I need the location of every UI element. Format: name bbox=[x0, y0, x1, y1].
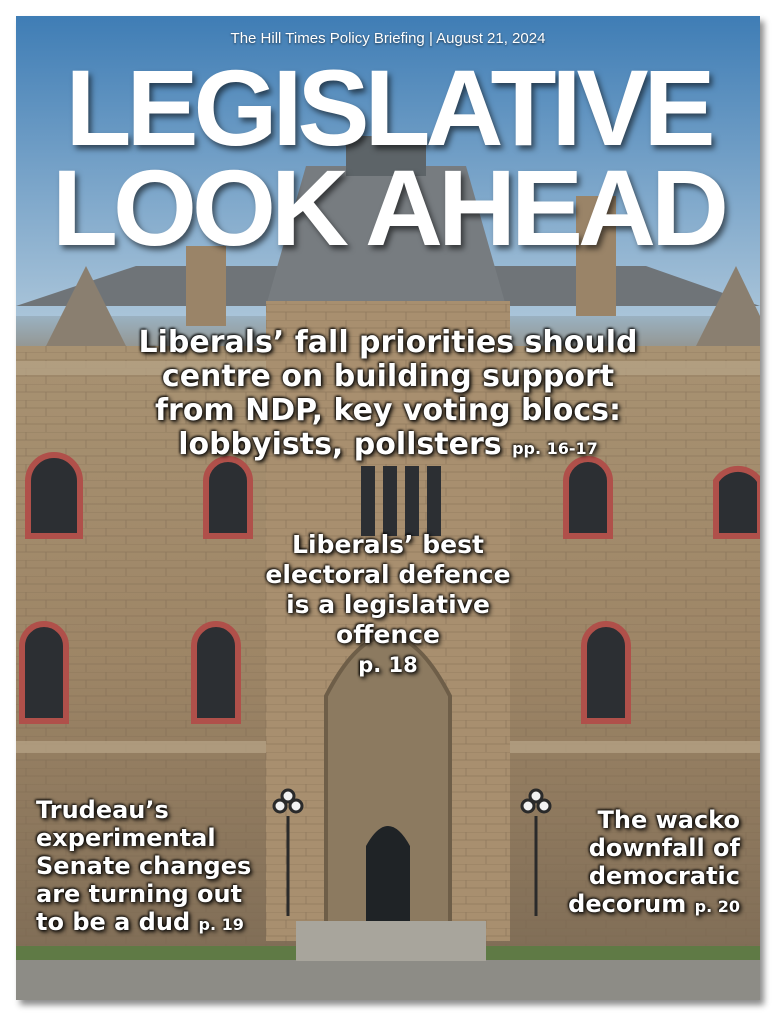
page-reference: p. 20 bbox=[694, 897, 740, 916]
headline-line: electoral defence bbox=[265, 560, 511, 589]
page-reference: pp. 16-17 bbox=[512, 439, 598, 458]
headline-line: democratic bbox=[588, 862, 740, 890]
headline-line: Liberals’ best bbox=[292, 530, 484, 559]
headline-line-text: lobbyists, pollsters bbox=[178, 427, 502, 462]
headline-fall-priorities bbox=[86, 326, 690, 466]
headline-line bbox=[86, 428, 690, 466]
headline-line-text: decorum bbox=[568, 890, 687, 918]
headline-electoral-defence bbox=[220, 530, 556, 680]
cover-title-line-2: LOOK AHEAD bbox=[52, 147, 724, 268]
cover-title-line-1: LEGISLATIVE bbox=[65, 47, 711, 168]
headline-line: offence bbox=[336, 620, 440, 649]
headline-line: is a legislative bbox=[286, 590, 490, 619]
headline-line: Liberals’ fall priorities should bbox=[138, 325, 638, 360]
headline-line: downfall of bbox=[588, 834, 740, 862]
page-reference: p. 18 bbox=[358, 653, 418, 677]
headline-senate-changes bbox=[36, 796, 306, 939]
headline-line bbox=[516, 890, 740, 921]
masthead: The Hill Times Policy Briefing | August 21, 2024 bbox=[230, 30, 546, 47]
cover-title bbox=[16, 47, 760, 268]
headline-line bbox=[36, 908, 306, 939]
headline-line: The wacko bbox=[597, 806, 740, 834]
headline-line: from NDP, key voting blocs: bbox=[154, 393, 622, 428]
headline-line: Trudeau’s bbox=[36, 796, 169, 824]
magazine-cover bbox=[16, 16, 760, 1000]
headline-democratic-decorum bbox=[516, 806, 740, 921]
page-reference: p. 19 bbox=[198, 915, 244, 934]
cover-text-layer bbox=[16, 16, 760, 1000]
headline-line: are turning out bbox=[36, 880, 243, 908]
headline-line: Senate changes bbox=[36, 852, 252, 880]
headline-line: centre on building support bbox=[161, 359, 615, 394]
headline-line: experimental bbox=[36, 824, 216, 852]
headline-line-text: to be a dud bbox=[36, 908, 191, 936]
